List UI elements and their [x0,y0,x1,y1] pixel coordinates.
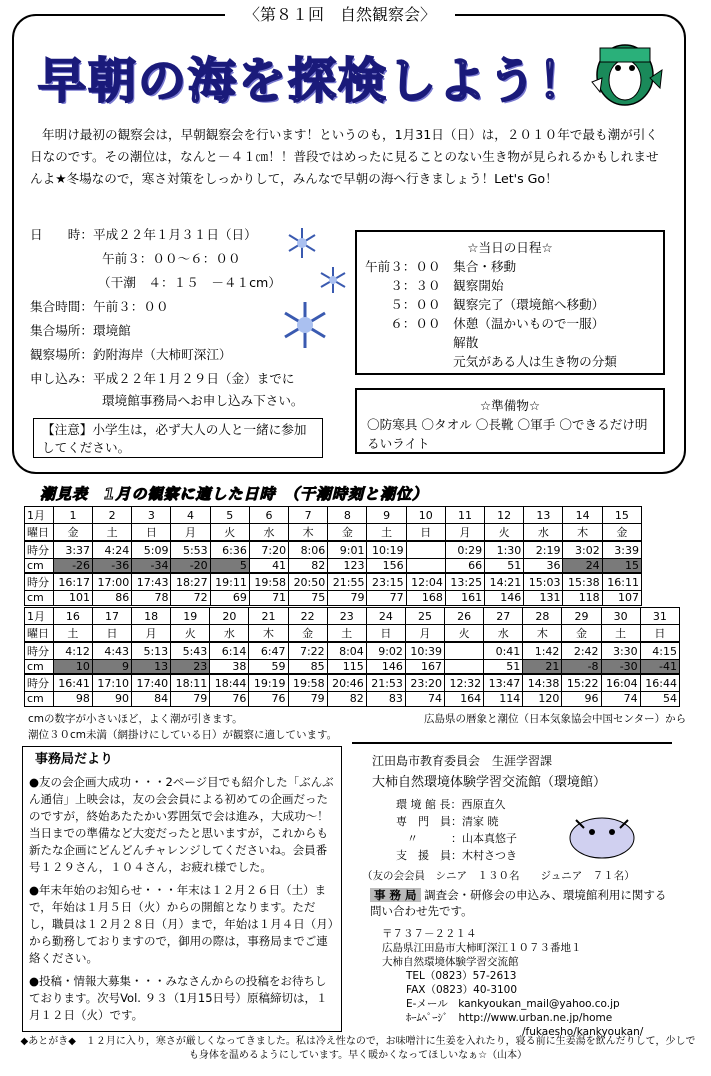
tide-cell: 21 [249,608,288,625]
tide-cell: 16:11 [602,573,641,591]
tide-cell: 54 [640,692,679,707]
info-site: 観察場所：釣附海岸（大柿町深江） [30,347,232,362]
tide-cell: 23 [171,660,210,675]
tide-cell: 7:20 [249,541,288,559]
row-label: cm [25,591,54,606]
tide-cell: 1:42 [523,642,562,660]
tide-cell: 金 [288,625,327,643]
tide-cell: 6:47 [249,642,288,660]
news-item: ●友の会企画大成功・・・2ページ目でも紹介した「ぶんぶん通信」上映会は，友の会会員による初めての企画だったのですが，終始あたたかい雰囲気で会は進み，大成功～！当日までの準備など大変だったと思いますが，これからも新たな企画にどんどんチャレンジしてくださいね。会員番号１２９さん，１０４さん，お疲れ様でした。 [29,775,334,874]
tide-cell: 51 [485,559,524,574]
tide-cell: 16:04 [601,674,640,692]
tide-cell: 木 [523,625,562,643]
tide-table-2 [24,607,680,707]
tide-cell: 火 [210,524,249,542]
schedule-row: ３：３０ 観察開始 [365,278,504,293]
tide-cell: -8 [562,660,601,675]
tide-cell: 120 [523,692,562,707]
staff: 支 援 員：木村さつき [396,849,517,862]
tide-cell: 123 [328,559,367,574]
org-name: 大柿自然環境体験学習交流館 [382,956,519,968]
tide-cell: 11 [445,507,484,524]
info-time: 午前３：００～６：００ [102,251,241,266]
staff: 〃 ：山本真悠子 [396,832,517,845]
tide-cell: 25 [405,608,444,625]
tide-cell: 18:11 [171,674,210,692]
tide-cell: 69 [210,591,249,606]
tide-cell: 18:27 [171,573,210,591]
schedule-box [355,230,665,375]
row-label: 時分 [25,541,54,559]
tide-cell: 6:36 [210,541,249,559]
tide-cell: 77 [367,591,406,606]
tide-cell: 23:15 [367,573,406,591]
staff: 専 門 員：清家 暁 [396,815,499,828]
tide-cell: 17:10 [92,674,131,692]
tide-cell: 7 [289,507,328,524]
penguin-icon [580,30,670,110]
tide-cell: 土 [93,524,132,542]
tide-cell: 土 [601,625,640,643]
tide-cell: 金 [328,524,367,542]
tide-cell: 24 [563,559,602,574]
tide-cell: 74 [405,692,444,707]
tide-cell: 19:19 [249,674,288,692]
tide-cell: -36 [93,559,132,574]
tide-cell: 月 [445,524,484,542]
tide-cell: 14 [563,507,602,524]
tide-cell: 木 [289,524,328,542]
tide-cell: 28 [523,608,562,625]
tide-cell: 水 [210,625,249,643]
website[interactable]: ﾎｰﾑﾍﾟｰｼﾞ http://www.urban.ne.jp/home [406,1012,613,1024]
tide-cell: 4:15 [640,642,679,660]
tide-cell: 17:43 [132,573,171,591]
tide-cell: 火 [485,524,524,542]
tide-cell: 8:04 [327,642,366,660]
tide-cell: 土 [367,524,406,542]
tide-cell: 76 [210,692,249,707]
tide-cell: 土 [327,625,366,643]
tide-cell: -26 [53,559,92,574]
fax: FAX（0823）40-3100 [406,984,518,996]
tide-cell: 96 [562,692,601,707]
tide-cell: 14:38 [523,674,562,692]
tide-cell: 12:32 [445,674,484,692]
tide-cell: 金 [562,625,601,643]
tide-cell: 23:20 [405,674,444,692]
tide-cell: 12 [485,507,524,524]
info-meet-place: 集合場所：環境館 [30,323,131,338]
tide-cell: 21 [523,660,562,675]
tide-cell [406,559,445,574]
tide-cell: 21:53 [366,674,405,692]
tide-cell: 22 [288,608,327,625]
items-text: 〇防寒具 〇タオル 〇長靴 〇軍手 〇できるだけ明るいライト [367,417,648,451]
row-label: 時分 [25,642,54,660]
tide-cell: 16:41 [53,674,92,692]
tide-cell: 29 [562,608,601,625]
tide-cell [445,642,484,660]
tide-cell: 66 [445,559,484,574]
tide-cell: 18:44 [210,674,249,692]
tide-cell: 167 [405,660,444,675]
tide-cell: 168 [406,591,445,606]
tide-cell: 118 [563,591,602,606]
tide-cell [406,541,445,559]
tide-cell: 1:30 [485,541,524,559]
info-apply-2: 環境館事務局へお申し込み下さい。 [102,393,304,408]
info-apply: 申し込み：平成２２年１月２９日（金）までに [30,371,295,386]
row-label: cm [25,692,54,707]
tide-cell: 13:25 [445,573,484,591]
tide-cell: 114 [484,692,523,707]
tide-cell: 5:09 [132,541,171,559]
tide-cell: 10:19 [367,541,406,559]
row-label: 曜日 [25,524,54,542]
tide-cell: 9:01 [328,541,367,559]
tide-cell: 41 [249,559,288,574]
tide-cell: 13 [132,660,171,675]
tide-cell: 14:21 [485,573,524,591]
tide-cell: 5:43 [171,642,210,660]
tide-cell: 23 [327,608,366,625]
info-meet-time: 集合時間：午前３：００ [30,299,169,314]
tide-cell: 98 [53,692,92,707]
row-label: 曜日 [25,625,54,643]
tide-cell: 2:19 [524,541,563,559]
news-item: ●年末年始のお知らせ・・・年末は１２月２６日（土）まで，年始は１月５日（火）からの開館となります。ただし，職員は１２月２８日（月）まで，年始は１月４日（月）から勤務しておりますので，御用の際は，事務局までご連絡ください。 [29,883,334,965]
tide-cell: 19:58 [288,674,327,692]
tide-cell: 1 [53,507,92,524]
tide-cell: 5:53 [171,541,210,559]
tide-cell: 水 [484,625,523,643]
tide-cell: 78 [132,591,171,606]
row-label: 1月 [25,608,54,625]
staff: 環 境 館 長：西原直久 [396,798,506,811]
address: 広島県江田島市大柿町深江１０７３番地１ [382,942,582,954]
snowflake-icon [318,265,348,295]
tide-cell: 85 [288,660,327,675]
tide-cell: 火 [445,625,484,643]
tide-cell: 15:22 [562,674,601,692]
tide-cell: 20:46 [327,674,366,692]
tide-cell: 76 [249,692,288,707]
headline: 早朝の海を探検しよう！ [38,53,589,109]
tide-cell: 36 [524,559,563,574]
tide-cell: 107 [602,591,641,606]
tide-cell: 75 [289,591,328,606]
tide-table-1 [24,506,642,606]
tide-cell: 15 [602,507,641,524]
schedule-row: ６：００ 休憩（温かいもので一服） [365,316,605,331]
tide-cell: 月 [171,524,210,542]
org-line2: 大柿自然環境体験学習交流館（環境館） [372,775,607,790]
tide-cell: 16:17 [53,573,92,591]
tide-cell: 146 [485,591,524,606]
info-date: 日 時：平成２２年１月３１日（日） [30,227,257,242]
tide-cell: 90 [92,692,131,707]
mascot-icon [562,802,642,866]
tide-cell: 6 [249,507,288,524]
tide-cell: 4:24 [93,541,132,559]
tide-cell [445,660,484,675]
tide-cell: 金 [53,524,92,542]
tide-cell: 59 [249,660,288,675]
tide-caption: cmの数字が小さいほど，よく潮が引きます。 [28,713,243,725]
tide-cell: 0:29 [445,541,484,559]
row-label: cm [25,660,54,675]
tide-cell: 9 [92,660,131,675]
tide-cell: 木 [249,625,288,643]
tide-cell: 15:03 [524,573,563,591]
tide-cell: 20 [210,608,249,625]
tide-cell: 8:06 [289,541,328,559]
tide-cell: 9:02 [366,642,405,660]
tide-cell: 161 [445,591,484,606]
tide-cell: 83 [366,692,405,707]
tide-cell: 26 [445,608,484,625]
tide-cell: 水 [249,524,288,542]
info-tide: （干潮 ４：１５ －４１cm） [98,275,281,290]
tide-cell: 20:50 [289,573,328,591]
tide-cell: 38 [210,660,249,675]
tide-cell: 日 [366,625,405,643]
afterword: ◆あとがき◆ １２月に入り，寒さが厳しくなってきました。私は冷え性なので，お味噌汁に生姜を入れたり，寝る前に生姜湯を飲んだりして，少しでも身体を温めるようにしています。早く暖かくなってほしいなぁ☆（山本） [20,1036,696,1061]
tide-cell: 16 [53,608,92,625]
row-label: 時分 [25,674,54,692]
tide-cell: 6:14 [210,642,249,660]
tide-cell: 金 [602,524,641,542]
tide-cell: 115 [327,660,366,675]
schedule-row: 解散 [365,335,479,350]
tide-cell: 18 [132,608,171,625]
office-text: 調査会・研修会の申込み、環境館利用に関する問い合わせ先です。 [370,888,667,918]
caution-note: 【注意】小学生は，必ず大人の人と一緒に参加してください。 [33,418,323,458]
tide-cell: 16:44 [640,674,679,692]
tide-cell: 19 [171,608,210,625]
row-label: 時分 [25,573,54,591]
org-line1: 江田島市教育委員会 生涯学習課 [372,754,553,768]
tide-cell: 3:02 [563,541,602,559]
tide-cell: 水 [524,524,563,542]
intro-text: 年明け最初の観察会は，早朝観察会を行います！というのも，1月31日（日）は，２０１０年で最も潮が引く日なのです。その潮位は，なんと－４１㎝！！普段ではめったに見ることのない生き物が見られるかもしれませんよ★冬場なので，寒さ対策をしっかりして，みんなで早朝の海へ行きましょう！Let's Go！ [30,127,659,186]
tide-cell: 5:13 [132,642,171,660]
tide-caption-2: 潮位３０cm未満（網掛けにしている日）が観察に適しています。 [28,729,338,741]
schedule-title: ☆当日の日程☆ [467,240,553,255]
tide-cell: 4:43 [92,642,131,660]
tide-cell: 4 [171,507,210,524]
tide-cell: 27 [484,608,523,625]
tide-cell: 3:37 [53,541,92,559]
tide-cell: 30 [601,608,640,625]
tide-cell: -34 [132,559,171,574]
tide-cell: 19:58 [249,573,288,591]
tide-cell: 84 [132,692,171,707]
news-box [22,746,342,1032]
tide-cell: 82 [327,692,366,707]
tide-cell: 3 [132,507,171,524]
postal: 〒７３７－２２１４ [382,928,477,940]
tide-cell: 146 [366,660,405,675]
schedule-row: 元気がある人は生き物の分類 [365,354,617,369]
tide-cell: 日 [406,524,445,542]
tide-cell: 2:42 [562,642,601,660]
row-label: cm [25,559,54,574]
tide-cell: 10 [406,507,445,524]
tide-cell: 17:40 [132,674,171,692]
tide-cell: 74 [601,692,640,707]
tide-cell: 月 [405,625,444,643]
snowflake-icon [280,300,330,350]
tide-cell: 79 [171,692,210,707]
tide-cell: 31 [640,608,679,625]
tide-cell: 3:30 [601,642,640,660]
tide-cell: 4:12 [53,642,92,660]
org-info [352,742,672,1038]
schedule-row: ５：００ 観察完了（環境館へ移動） [365,297,605,312]
tide-cell: 164 [445,692,484,707]
tide-cell: 15 [602,559,641,574]
tide-cell: 79 [288,692,327,707]
tel: TEL（0823）57-2613 [406,970,517,982]
website-2[interactable]: /fukaesho/kankyoukan/ [522,1026,644,1038]
tide-cell: 3:39 [602,541,641,559]
tide-cell: 21:55 [328,573,367,591]
tide-cell: 82 [289,559,328,574]
email[interactable]: E-メール kankyoukan_mail@yahoo.co.jp [406,998,620,1010]
tide-cell: 156 [367,559,406,574]
tide-cell: 火 [171,625,210,643]
tide-cell: 13:47 [484,674,523,692]
members: （友の会会員 シニア １３０名 ジュニア ７１名） [362,870,635,882]
items-title: ☆準備物☆ [479,398,541,413]
tide-table-title: 潮見表 1月の観察に適した日時 （干潮時刻と潮位） [40,485,428,503]
tide-cell: 79 [328,591,367,606]
snowflake-icon [285,226,319,260]
tide-cell: 24 [366,608,405,625]
tide-source: 広島県の暦象と潮位（日本気象協会中国センター）から [424,713,687,725]
tide-cell: 8 [328,507,367,524]
tide-cell: 17 [92,608,131,625]
tide-cell: 86 [93,591,132,606]
tide-cell: 15:38 [563,573,602,591]
tide-cell: 5 [210,559,249,574]
tide-cell: 木 [563,524,602,542]
tide-cell: 101 [53,591,92,606]
tide-cell: 2 [93,507,132,524]
office-label: 事 務 局 [370,888,421,902]
tide-cell: -20 [171,559,210,574]
tide-cell: 13 [524,507,563,524]
tide-cell: -30 [601,660,640,675]
tide-cell: 19:11 [210,573,249,591]
schedule-row: 午前３：００ 集合・移動 [365,259,517,274]
tide-cell: 0:41 [484,642,523,660]
tide-cell: 12:04 [406,573,445,591]
tide-cell: 51 [484,660,523,675]
tide-cell: 17:00 [93,573,132,591]
tide-cell: 土 [53,625,92,643]
tide-cell: 7:22 [288,642,327,660]
tide-cell: 5 [210,507,249,524]
tide-cell: 日 [92,625,131,643]
tide-cell: 131 [524,591,563,606]
tide-cell: 日 [132,524,171,542]
issue-title: 〈第８１回 自然観察会〉 [225,2,455,28]
tide-cell: 72 [171,591,210,606]
tide-cell: -41 [640,660,679,675]
news-title: 事務局だより [35,752,114,767]
tide-cell: 10 [53,660,92,675]
news-item: ●投稿・情報大募集・・・みなさんからの投稿をお待ちしております。次号Vol. ９３（1月15日号）原稿締切は，１月１２日（火）です。 [29,974,328,1022]
tide-cell: 10:39 [405,642,444,660]
row-label: 1月 [25,507,54,524]
tide-cell: 日 [640,625,679,643]
tide-cell: 月 [132,625,171,643]
tide-cell: 9 [367,507,406,524]
tide-cell: 71 [249,591,288,606]
items-box [355,388,665,454]
